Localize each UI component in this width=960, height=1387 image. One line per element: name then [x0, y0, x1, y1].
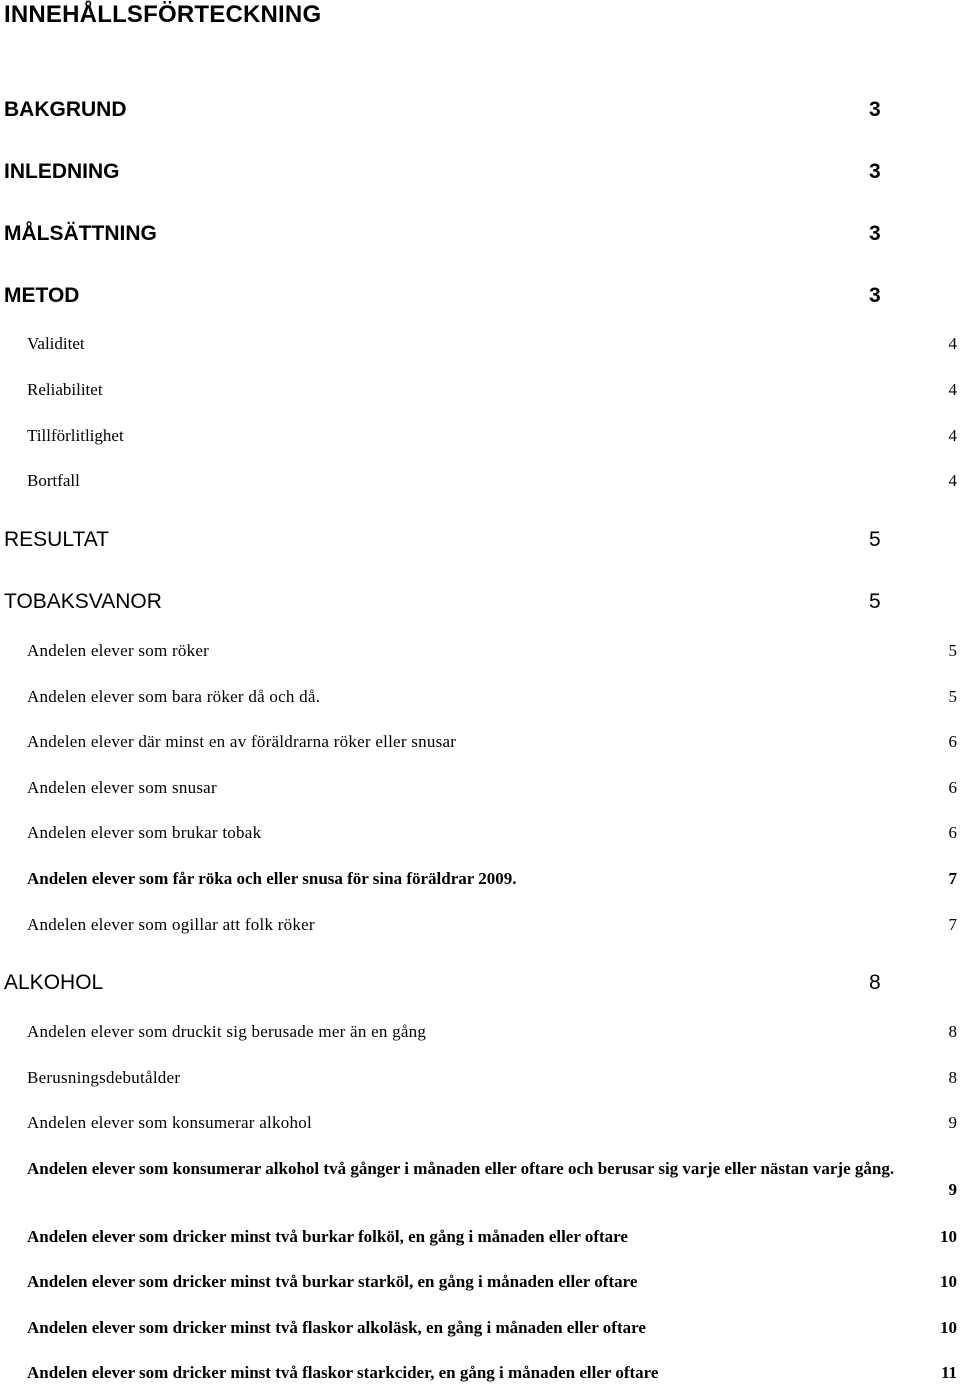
- toc-entry-page: 7: [948, 869, 957, 888]
- toc-entry-roker-da-och-da[interactable]: [0, 687, 960, 711]
- toc-entry-label: Andelen elever som får röka och eller snusa för sina föräldrar 2009.: [27, 869, 517, 888]
- toc-entry-brukar-tobak[interactable]: [0, 823, 960, 847]
- toc-entry-label: Bortfall: [27, 471, 80, 490]
- toc-entry-page: 5: [948, 641, 957, 660]
- toc-entry-page: 5: [869, 528, 881, 551]
- toc-entry-page: 6: [948, 778, 957, 797]
- toc-entry-page: 6: [948, 823, 957, 842]
- toc-entry-folkol[interactable]: [0, 1227, 960, 1251]
- toc-entry-label: Andelen elever som konsumerar alkohol: [27, 1113, 312, 1132]
- toc-entry-page: 3: [869, 98, 881, 121]
- toc-entry-page: 10: [940, 1318, 957, 1337]
- toc-entry-page: 11: [940, 1363, 957, 1382]
- toc-entry-tobaksvanor[interactable]: [0, 590, 960, 620]
- toc-entry-label: Berusningsdebutålder: [27, 1068, 181, 1087]
- toc-entry-label: Andelen elever där minst en av föräldrarna röker eller snusar: [27, 732, 457, 751]
- toc-entry-reliabilitet[interactable]: [0, 380, 960, 404]
- toc-entry-page: 6: [948, 732, 957, 751]
- toc-entry-starkcider[interactable]: [0, 1363, 960, 1387]
- toc-entry-page: 8: [869, 971, 881, 994]
- toc-entry-berusade[interactable]: [0, 1022, 960, 1046]
- toc-entry-page: 3: [869, 222, 881, 245]
- toc-entry-label: METOD: [4, 284, 80, 307]
- toc-entry-resultat[interactable]: [0, 528, 960, 558]
- toc-entry-foraldrar-roker[interactable]: [0, 732, 960, 756]
- toc-entry-alkolask[interactable]: [0, 1318, 960, 1342]
- toc-entry-label: Andelen elever som dricker minst två flaskor starkcider, en gång i månaden eller oftare: [27, 1363, 659, 1382]
- toc-entry-page: 10: [940, 1272, 957, 1291]
- toc-entry-label: RESULTAT: [4, 528, 110, 551]
- document-title: INNEHÅLLSFÖRTECKNING: [4, 1, 322, 28]
- toc-entry-page: 8: [948, 1022, 957, 1041]
- toc-entry-konsumerar-tva[interactable]: [0, 1158, 960, 1204]
- toc-entry-far-roka[interactable]: [0, 869, 960, 893]
- toc-entry-validitet[interactable]: [0, 334, 960, 358]
- toc-entry-page: 4: [948, 471, 957, 490]
- toc-entry-page: 10: [940, 1227, 957, 1246]
- toc-entry-page: 4: [948, 334, 957, 353]
- toc-entry-label: Andelen elever som brukar tobak: [27, 823, 262, 842]
- toc-entry-label: Andelen elever som bara röker då och då.: [27, 687, 321, 706]
- toc-entry-label: Andelen elever som dricker minst två burkar starköl, en gång i månaden eller oftare: [27, 1272, 638, 1291]
- toc-entry-label: ALKOHOL: [4, 971, 104, 994]
- toc-entry-snusar[interactable]: [0, 778, 960, 802]
- toc-entry-tillforlitlighet[interactable]: [0, 426, 960, 450]
- toc-entry-roker[interactable]: [0, 641, 960, 665]
- toc-entry-page: 9: [948, 1113, 957, 1132]
- toc-entry-label: Validitet: [27, 334, 85, 353]
- toc-entry-malsattning[interactable]: [0, 222, 960, 252]
- toc-entry-label: Andelen elever som röker: [27, 641, 210, 660]
- toc-entry-label: Tillförlitlighet: [27, 426, 124, 445]
- toc-entry-page: 3: [869, 284, 881, 307]
- toc-entry-konsumerar[interactable]: [0, 1113, 960, 1137]
- toc-entry-bakgrund[interactable]: [0, 98, 960, 128]
- toc-entry-label: Andelen elever som dricker minst två burkar folköl, en gång i månaden eller oftare: [27, 1227, 628, 1246]
- toc-entry-alkohol[interactable]: [0, 971, 960, 1001]
- toc-entry-ogillar[interactable]: [0, 915, 960, 939]
- toc-entry-label: Andelen elever som dricker minst två flaskor alkoläsk, en gång i månaden eller oftare: [27, 1318, 646, 1337]
- toc-entry-page: 8: [948, 1068, 957, 1087]
- toc-entry-label: Andelen elever som konsumerar alkohol två gånger i månaden eller oftare och berusar sig varje eller nästan varje gång.: [27, 1159, 895, 1178]
- toc-entry-page: 4: [948, 380, 957, 399]
- toc-entry-label: MÅLSÄTTNING: [4, 222, 157, 245]
- toc-entry-page: 3: [869, 160, 881, 183]
- toc-entry-label: INLEDNING: [4, 160, 120, 183]
- toc-entry-starkol[interactable]: [0, 1272, 960, 1296]
- toc-entry-label: Reliabilitet: [27, 380, 103, 399]
- toc-entry-label: Andelen elever som druckit sig berusade mer än en gång: [27, 1022, 427, 1041]
- toc-entry-inledning[interactable]: [0, 160, 960, 190]
- toc-entry-page: 9: [948, 1180, 957, 1199]
- toc-entry-bortfall[interactable]: [0, 471, 960, 495]
- toc-entry-label: BAKGRUND: [4, 98, 127, 121]
- toc-entry-page: 4: [948, 426, 957, 445]
- toc-entry-berusningsdebut[interactable]: [0, 1068, 960, 1092]
- toc-entry-label: Andelen elever som snusar: [27, 778, 217, 797]
- toc-entry-label: Andelen elever som ogillar att folk röker: [27, 915, 315, 934]
- toc-entry-page: 5: [869, 590, 881, 613]
- toc-entry-label: TOBAKSVANOR: [4, 590, 162, 613]
- toc-entry-page: 7: [948, 915, 957, 934]
- toc-entry-page: 5: [948, 687, 957, 706]
- toc-entry-metod[interactable]: [0, 284, 960, 314]
